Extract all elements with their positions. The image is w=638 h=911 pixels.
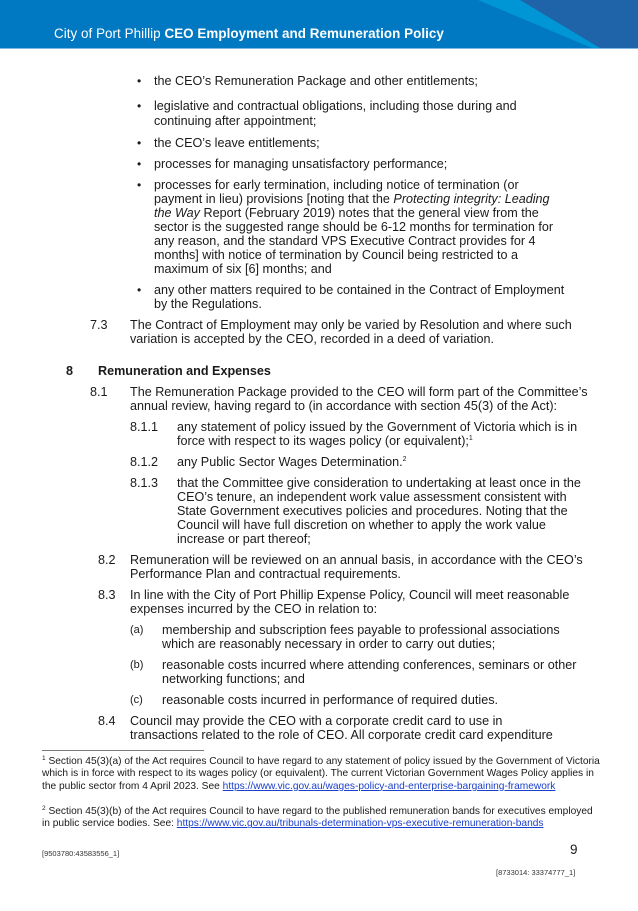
subclause-text: that the Committee give consideration to undertaking at least once in the <box>177 476 581 490</box>
section-heading: Remuneration and Expenses <box>98 364 271 378</box>
clause-number: 8.3 <box>98 588 116 602</box>
footnote-1 <box>42 756 602 793</box>
bullet-item: legislative and contractual obligations, including those during and <box>154 99 517 113</box>
item-label: (a) <box>130 624 144 636</box>
document-header-banner <box>0 0 638 49</box>
clause-number: 8.4 <box>98 714 116 728</box>
item-label: (b) <box>130 659 144 671</box>
bullet-icon: • <box>137 74 142 88</box>
doc-reference-right: [8733014: 33374777_1] <box>496 868 576 877</box>
subclause-number: 8.1.1 <box>130 420 159 434</box>
subclause-text-cont: Council will have full discretion on whether to apply the work value <box>177 518 546 532</box>
bullet-icon: • <box>137 99 142 113</box>
clause-text-cont: Performance Plan and contractual requirements. <box>130 567 401 581</box>
clause-text-cont: variation is accepted by the CEO, recorded in a deed of variation. <box>130 332 495 346</box>
clause-number: 8.2 <box>98 553 116 567</box>
clause-text: The Contract of Employment may only be varied by Resolution and where such <box>130 318 572 332</box>
item-text: membership and subscription fees payable to professional associations <box>162 623 560 637</box>
clause-text-cont: transactions related to the role of CEO. All corporate credit card expenditure <box>130 728 553 742</box>
report-title: Protecting integrity: Leading <box>393 192 550 206</box>
clause-text: In line with the City of Port Phillip Expense Policy, Council will meet reasonable <box>130 588 570 602</box>
footnote-text: Section 45(3)(b) of the Act requires Council to have regard to the published remuneration bands for executives employed in public service bodies. See: <box>42 806 593 830</box>
footnote-number: 2 <box>42 805 46 812</box>
bullet-item-cont: sector is the suggested range should be 6-12 months for termination for <box>154 220 554 234</box>
footnote-ref[interactable]: 1 <box>468 435 473 442</box>
bullet-icon: • <box>137 283 142 297</box>
footnote-link[interactable]: https://www.vic.gov.au/tribunals-determination-vps-executive-remuneration-bands <box>176 818 544 830</box>
item-label: (c) <box>130 694 143 706</box>
clause-text: Remuneration will be reviewed on an annual basis, in accordance with the CEO’s <box>130 553 583 567</box>
item-text-cont: networking functions; and <box>162 672 305 686</box>
bullet-item: processes for early termination, including notice of termination (or <box>154 178 519 192</box>
policy-title: CEO Employment and Remuneration Policy <box>164 26 444 41</box>
subclause-text: any Public Sector Wages Determination.$^2$ <box>177 455 407 469</box>
footnote-2 <box>42 806 602 831</box>
bullet-item: processes for managing unsatisfactory performance; <box>154 157 448 171</box>
clause-number: 7.3 <box>90 318 108 332</box>
bullet-item: the CEO’s leave entitlements; <box>154 136 320 150</box>
item-text: reasonable costs incurred in performance of required duties. <box>162 693 499 707</box>
bullet-icon: • <box>137 136 142 150</box>
doc-reference-left: [9503780:43583556_1] <box>42 849 120 858</box>
clause-text: Council may provide the CEO with a corporate credit card to use in <box>130 714 503 728</box>
item-text: reasonable costs incurred where attending conferences, seminars or other <box>162 658 577 672</box>
subclause-text-cont: force with respect to its wages policy (or equivalent);$^1$ <box>177 434 473 448</box>
footnote-ref[interactable]: 2 <box>402 456 407 463</box>
bullet-item: the CEO’s Remuneration Package and other entitlements; <box>154 74 478 88</box>
footnote-link[interactable]: https://www.vic.gov.au/wages-policy-and-enterprise-bargaining-framework <box>222 780 556 792</box>
subclause-number: 8.1.3 <box>130 476 159 490</box>
subclause-text: any statement of policy issued by the Government of Victoria which is in <box>177 420 578 434</box>
bullet-item-cont: maximum of six [6] months; and <box>154 262 332 276</box>
bullet-item: any other matters required to be contained in the Contract of Employment <box>154 283 565 297</box>
page-number: 9 <box>570 842 578 857</box>
subclause-text-cont: State Government executives policies and procedures. Noting that the <box>177 504 568 518</box>
bullet-item-cont: payment in lieu) provisions [noting that the Protecting integrity: Leading <box>154 192 550 206</box>
footnote-separator <box>42 750 204 751</box>
bullet-item-cont: by the Regulations. <box>154 297 262 311</box>
org-name: City of Port Phillip <box>54 26 161 41</box>
item-text-cont: which are reasonably necessary in order to carry out duties; <box>162 637 496 651</box>
clause-text: The Remuneration Package provided to the CEO will form part of the Committee’s <box>130 385 588 399</box>
bullet-icon: • <box>137 157 142 171</box>
bullet-item-cont: any reason, and the standard VPS Executive Contract provides for 4 <box>154 234 536 248</box>
bullet-item-cont: the Way Report (February 2019) notes that the general view from the <box>154 206 539 220</box>
footnote-text: Section 45(3)(a) of the Act requires Council to have regard to any statement of policy issued by the Government of Victoria which is in force with respect to its wages policy (or equivalent). The current Victorian Government Wages Policy applies in the public sector from 4 April 2023. See <box>42 756 600 792</box>
report-title-cont: the Way <box>154 206 200 220</box>
bullet-item-cont: continuing after appointment; <box>154 114 317 128</box>
clause-text-cont: annual review, having regard to (in accordance with section 45(3) of the Act): <box>130 399 558 413</box>
section-number: 8 <box>66 364 74 378</box>
subclause-text-cont: increase or part thereof; <box>177 532 311 546</box>
footnote-number: 1 <box>42 755 46 762</box>
document-title <box>54 26 444 41</box>
subclause-text-cont: CEO’s tenure, an independent work value assessment consistent with <box>177 490 567 504</box>
bullet-icon: • <box>137 178 142 192</box>
subclause-number: 8.1.2 <box>130 455 159 469</box>
bullet-item-cont: months] with notice of termination by Council being restricted to a <box>154 248 519 262</box>
clause-number: 8.1 <box>90 385 108 399</box>
clause-text-cont: expenses incurred by the CEO in relation to: <box>130 602 378 616</box>
